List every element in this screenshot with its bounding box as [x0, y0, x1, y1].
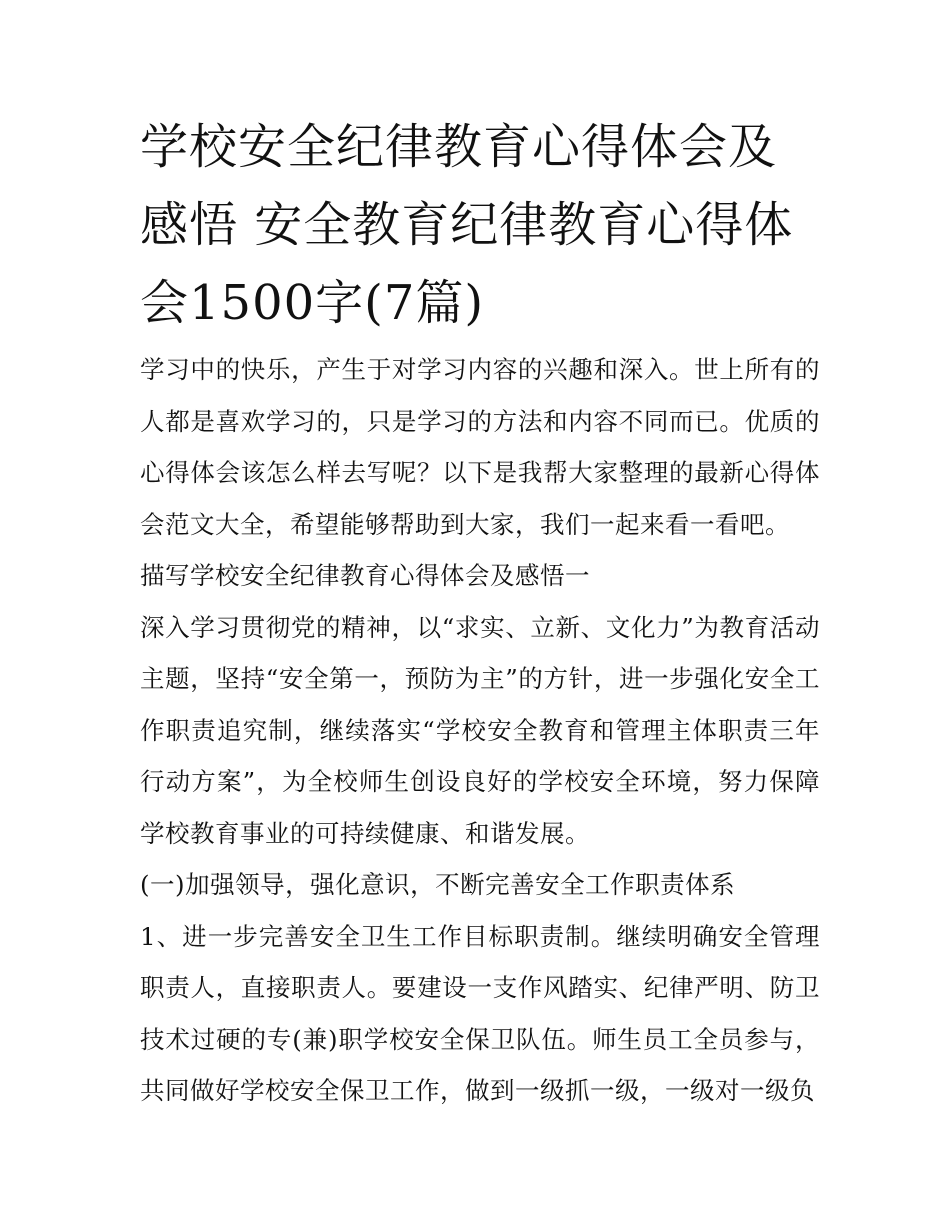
body-paragraph: 1、进一步完善安全卫生工作目标职责制。继续明确安全管理职责人，直接职责人。要建设一支作风踏实、纪律严明、防卫技术过硬的专(兼)职学校安全保卫队伍。师生员工全员参与，共同做好学校安全保卫工作，做到一级抓一级，一级对一级负: [140, 921, 820, 1105]
document-page: [140, 108, 820, 1117]
subsection-heading: (一)加强领导，强化意识，不断完善安全工作职责体系: [140, 870, 736, 899]
intro-paragraph: 学习中的快乐，产生于对学习内容的兴趣和深入。世上所有的人都是喜欢学习的，只是学习的方法和内容不同而已。优质的心得体会该怎么样去写呢？以下是我帮大家整理的最新心得体会范文大全，希望能够帮助到大家，我们一起来看一看吧。: [140, 355, 820, 539]
document-title: 学校安全纪律教育心得体会及感悟 安全教育纪律教育心得体会1500字(7篇): [140, 119, 794, 331]
body-paragraph: 深入学习贯彻党的精神，以“求实、立新、文化力”为教育活动主题，坚持“安全第一，预防为主”的方针，进一步强化安全工作职责追究制，继续落实“学校安全教育和管理主体职责三年行动方案”，为全校师生创设良好的学校安全环境，努力保障学校教育事业的可持续健康、和谐发展。: [140, 612, 820, 848]
section-heading: 描写学校安全纪律教育心得体会及感悟一: [140, 561, 590, 590]
